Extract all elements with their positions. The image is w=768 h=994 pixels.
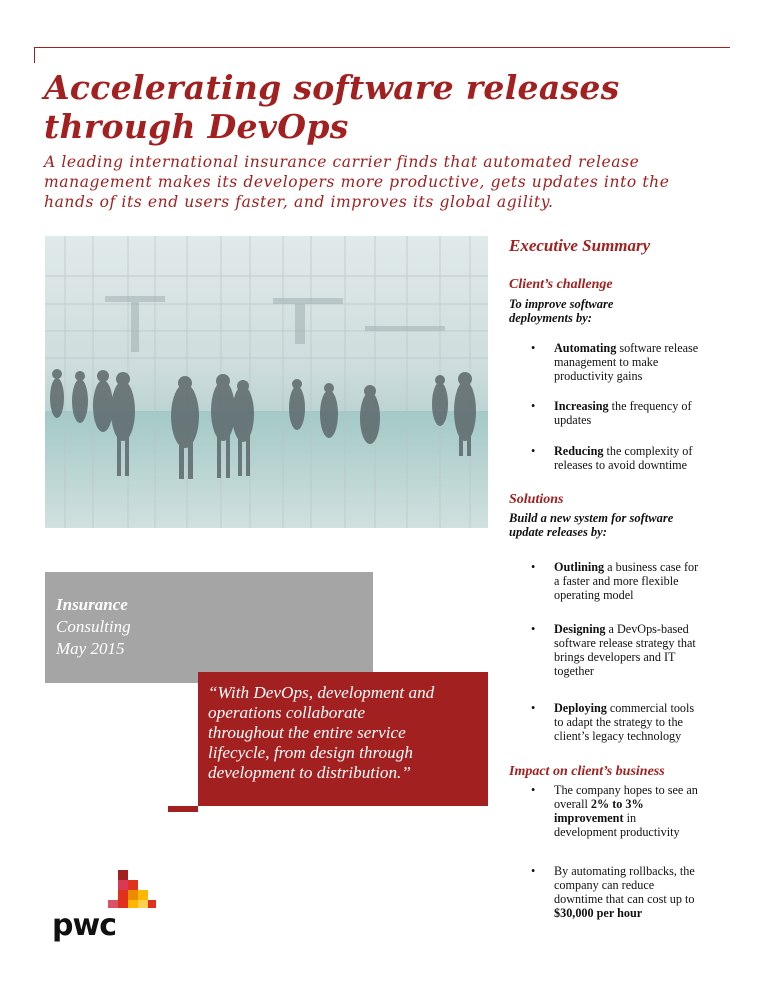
challenge-lead: To improve software deployments by: <box>509 297 614 325</box>
page-title: Accelerating software releases through DevOps <box>44 68 620 146</box>
page-subtitle: A leading international insurance carrier finds that automated release management makes its developers more productive, gets updates into the hands of its end users faster, and improves its global agility. <box>44 153 670 211</box>
impact-heading: Impact on client’s business <box>509 764 665 779</box>
quote-accent-bar <box>168 806 198 812</box>
info-text <box>56 594 131 660</box>
executive-summary-title: Executive Summary <box>509 236 651 255</box>
industry-label: Insurance <box>56 595 128 614</box>
challenge-heading: Client’s challenge <box>509 277 613 292</box>
frame-rule-top <box>34 47 730 48</box>
frame-rule-left <box>34 47 35 63</box>
solutions-lead: Build a new system for software update releases by: <box>509 511 674 539</box>
hero-photo <box>45 236 488 528</box>
date-label: May 2015 <box>56 639 125 658</box>
pwc-wordmark: pwc <box>52 908 116 943</box>
practice-label: Consulting <box>56 617 131 636</box>
pull-quote: “With DevOps, development and operations collaborate throughout the entire service lifecycle, from design through development to distribution.” <box>208 683 435 782</box>
solutions-heading: Solutions <box>509 492 564 507</box>
